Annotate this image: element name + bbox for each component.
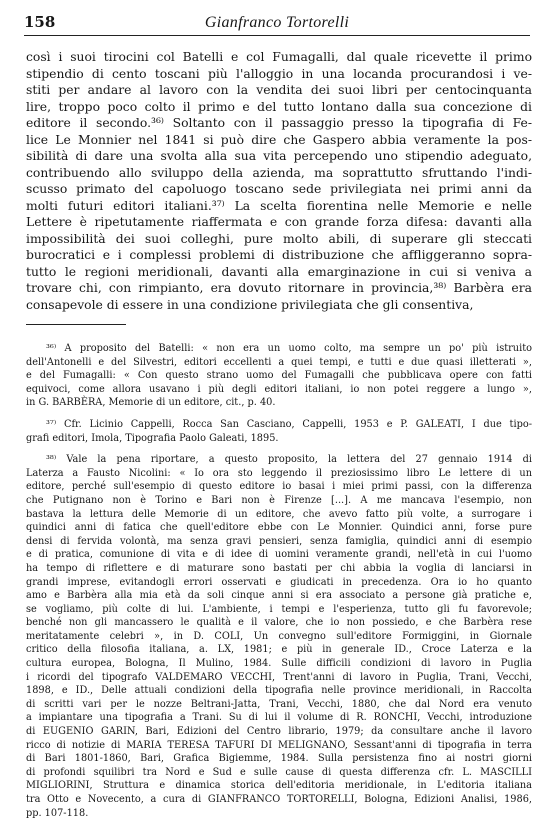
page-number: 158 xyxy=(24,13,56,31)
footnote-line: benché non gli mancassero le qualità e il valore, che io non possiedo, e che Barbèra rese xyxy=(26,617,532,629)
footnote-line: grandi imprese, evitandogli errori osservati e giudicati in precedenza. Ora io ho quanto xyxy=(26,576,532,588)
footnote-line: se vogliamo, più colte di lui. L'ambiente, i tempi e l'esperienza, tutto gli fu favorevole; xyxy=(26,603,532,615)
footnote-line: grafi editori, Imola, Tipografia Paolo Galeati, 1895. xyxy=(26,432,279,444)
footnote-line: amo e Barbèra alla mia età da soli cinque anni si era associato a persone già pratiche e, xyxy=(26,590,532,602)
footnote-line: che Putignano non è Torino e Bari non è Firenze [...]. A me mancava l'esempio, non xyxy=(26,494,532,506)
footnote-line: pp. 107-118. xyxy=(26,807,89,819)
body-line: tutto le regioni meridionali, davanti alla emarginazione in cui si veniva a xyxy=(26,264,532,279)
footnote-line: e di pratica, comunione di vita e di idee di uomini veramente grandi, nell'età in cui l'uomo xyxy=(26,549,532,561)
footnote-line: a impiantare una tipografia a Trani. Su di lui il volume di R. RONCHI, Vecchi, introduzione xyxy=(26,712,532,724)
body-line: trovare chi, con rimpianto, era dovuto ritornare in provincia,³⁸⁾ Barbèra era xyxy=(26,281,532,295)
running-title: Gianfranco Tortorelli xyxy=(204,14,350,31)
footnote-line: 1898, e ID., Delle attuali condizioni della tipografia nelle province meridionali, in Raccolta xyxy=(26,685,532,697)
footnote-line: meritatamente celebri », in D. COLI, Un convegno sull'editore Formiggini, in Giornale xyxy=(26,630,532,642)
body-line: molti futuri editori italiani.³⁷⁾ La scelta fiorentina nelle Memorie e nelle xyxy=(26,198,532,213)
footnote-line: ³⁸⁾ Vale la pena riportare, a questo proposito, la lettera del 27 gennaio 1914 di xyxy=(46,454,532,466)
footnote-line: equivoci, come allora usavano i più degli editori italiani, io non potei reggere a lungo », xyxy=(26,383,532,395)
footnote-line: editore, perché sull'esempio di questo editore io basai i miei primi passi, con la differenza xyxy=(26,481,532,493)
footnote-line: ³⁷⁾ Cfr. Licinio Cappelli, Rocca San Casciano, Cappelli, 1953 e P. GALEATI, I due tipo- xyxy=(46,418,532,430)
footnote-rule xyxy=(26,324,126,325)
footnote-line: tra Otto e Novecento, a cura di GIANFRANCO TORTORELLI, Bologna, Edizioni Analisi, 1986, xyxy=(26,794,532,805)
body-line: così i suoi tirocini col Batelli e col Fumagalli, dal quale ricevette il primo xyxy=(26,50,532,64)
footnote-line: bastava la lettura delle Memorie di un editore, che avevo fatto più volte, a surrogare i xyxy=(26,508,532,520)
body-line: scusso primato del capoluogo toscano sede privilegiata nei primi anni da xyxy=(26,182,532,196)
footnote-line: Laterza a Fausto Nicolini: « Io ora sto leggendo il preziosissimo libro Le lettere di un xyxy=(26,467,532,479)
footnote-line: di profondi squilibri tra Nord e Sud e sulle cause di questa differenza cfr. L. MASCILLI xyxy=(26,766,532,778)
footnote-line: di scritti vari per le nozze Beltrani-Jatta, Trani, Vecchi, 1880, che dal Nord era venuto xyxy=(26,698,532,710)
footnote xyxy=(26,342,532,410)
body-line: editore il secondo.³⁶⁾ Soltanto con il passaggio presso la tipografia di Fe- xyxy=(26,116,532,130)
footnote-line: dell'Antonelli e del Silvestri, editori eccellenti a quei tempi, e tutti e due quasi illetterati », xyxy=(26,356,532,368)
footnote-line: di EUGENIO GARIN, Bari, Edizioni del Centro librario, 1979; da consultare anche il lavoro xyxy=(26,726,532,738)
footnote-line: e del Fumagalli: « Con questo strano uomo del Fumagalli che pubblicava opere con fatti xyxy=(26,370,532,382)
footnote-line: di Bari 1801-1860, Bari, Grafica Bigiemme, 1984. Sulla persistenza fino ai nostri giorni xyxy=(26,753,532,765)
body-line: burocratici e i complessi problemi di distribuzione che affliggeranno sopra- xyxy=(26,248,532,262)
body-line: contribuendo allo sviluppo della azienda, ma soprattutto sfruttando l'indi- xyxy=(26,165,532,180)
page-header xyxy=(24,11,530,36)
body-text xyxy=(26,49,532,313)
body-line: Lettere è ripetutamente riaffermata e con grande forza difesa: davanti alla xyxy=(26,215,532,229)
footnote-line: cultura europea, Bologna, Il Mulino, 1984. Sulle difficili condizioni di lavoro in Puglia xyxy=(26,658,532,670)
body-line: stipendio di cento toscani più l'alloggio in una locanda procurandosi i ve- xyxy=(26,66,532,81)
footnote-line: ³⁶⁾ A proposito del Batelli: « non era un uomo colto, ma sempre un po' più istruito xyxy=(46,343,532,354)
footnote-line: i ricordi del tipografo VALDEMARO VECCHI, Trent'anni di lavoro in Puglia, Trani, Vecchi, xyxy=(26,671,532,683)
body-line: impossibilità dei suoi colleghi, pure molto abili, di superare gli steccati xyxy=(26,231,532,246)
footnote-line: MIGLIORINI, Struttura e dinamica storica dell'editoria meridionale, in L'editoria italiana xyxy=(26,780,532,792)
body-line: lice Le Monnier nel 1841 si può dire che Gaspero abbia veramente la pos- xyxy=(26,132,532,147)
footnote-line: critico della filosofia italiana, a. LX, 1981; e più in generale ID., Croce Laterza e la xyxy=(26,644,532,656)
footnote-line: ricco di notizie di MARIA TERESA TAFURI DI MELIGNANO, Sessant'anni di tipografia in terra xyxy=(26,739,532,751)
footnote xyxy=(26,453,532,820)
body-line: lire, troppo poco colto il primo e del tutto lontano dalla sua concezione di xyxy=(26,99,532,114)
footnotes xyxy=(26,342,532,828)
footnote-line: quindici anni di fatica che quell'editore ebbe con Le Monnier. Quindici anni, forse pure xyxy=(26,522,532,534)
footnote-line: in G. BARBÈRA, Memorie di un editore, cit., p. 40. xyxy=(26,397,276,409)
body-line: consapevole di essere in una condizione privilegiata che gli consentiva, xyxy=(26,297,474,312)
footnote-line: densi di fervida volontà, ma senza gravi pensieri, senza famiglia, quindici anni di esempio xyxy=(26,535,532,547)
footnote-line: ha tempo di riflettere e di maturare sono bastati per chi abbia la voglia di lanciarsi in xyxy=(26,562,532,574)
body-line: sibilità di dare una svolta alla sua vita percependo uno stipendio adeguato, xyxy=(26,149,532,163)
footnote xyxy=(26,418,532,445)
body-line: stiti per andare al lavoro con la vendita dei suoi libri per centocinquanta xyxy=(26,83,532,97)
